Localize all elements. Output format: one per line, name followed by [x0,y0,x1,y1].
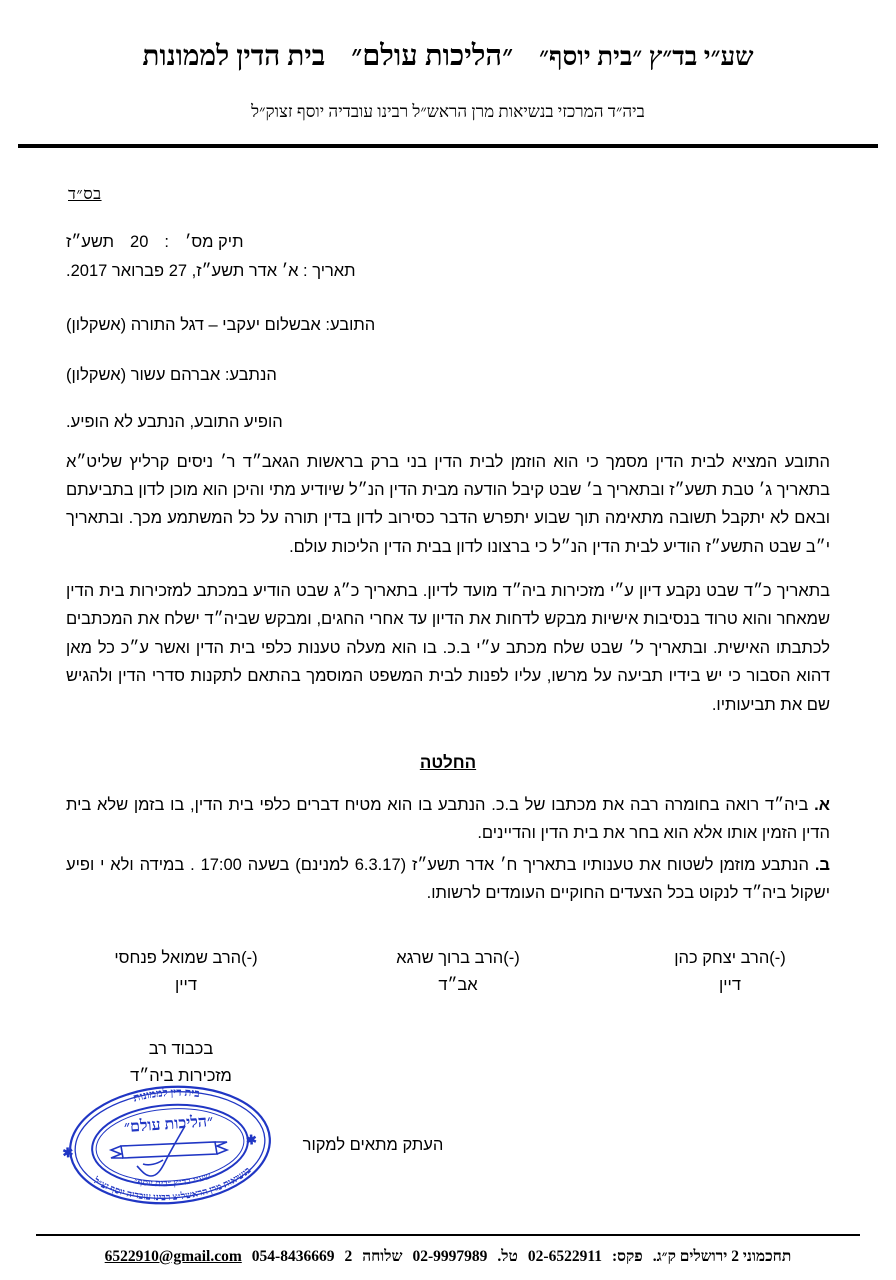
decision-item-marker: ב. [814,856,830,875]
title-segment-name: ״הליכות עולם״ [351,40,514,72]
document-body [0,184,896,1155]
organization-title [0,38,896,76]
page-footer [0,1234,896,1280]
letterhead [0,0,896,148]
footer-email-link[interactable]: 6522910@gmail.com [104,1248,242,1265]
stamp-outer-bottom-text: בנשיאות מרן הראשל״צ רבינו עובדיה יוסף זצ״ל [91,1165,254,1204]
signature-role: דיין [174,976,197,995]
defendant-value: : אברהם עשור (אשקלון) [66,366,230,384]
case-metadata [66,228,830,286]
stamp-graphic [45,1080,295,1210]
footer-extension-number: 2 [344,1248,353,1265]
footer-extension-label: שלוחה [362,1248,403,1265]
case-number-value: 20 [130,232,149,251]
certified-copy-note: העתק מתאים למקור [302,1136,444,1154]
footer-fax-label: פקס [617,1248,643,1265]
date-label: תאריך [312,261,356,280]
footer-tel-label: טל. [497,1248,518,1265]
case-date-row [66,257,830,286]
footer-tel-number: 02-9997989 [412,1248,488,1265]
footer-contact-line [0,1248,896,1280]
signature-role: אב״ד [438,976,478,995]
parties-block [66,313,830,388]
stamp-asterisk-left: ✱ [245,1131,258,1148]
stamp-center-text: ״הליכות עולם״ [123,1112,214,1137]
defendant-label: הנתבע [229,366,277,384]
footer-fax-separator: : [611,1248,618,1265]
official-stamp [45,1080,295,1210]
defendant-row [66,363,830,389]
footer-address: תחכמוני 2 ירושלים ק״ג. [652,1248,792,1265]
date-value: א׳ אדר תשע״ז, 27 פברואר 2017. [66,261,299,280]
svg-text:בית דין לממונות [132,1085,201,1105]
decision-item-text: ביה״ד רואה בחומרה רבה את מכתבו של ב.כ. הנתבע בו הוא מטיח דברים כלפי בית הדין, בו בזמן שלא בית הדין הזמין אותו אלא הוא בחר את בית הדין והדיינים. [66,795,830,842]
stamp-inner-ring-text: שע״י בד״ץ ״בית יוסף״ [133,1171,213,1190]
case-number-separator: : [164,232,169,251]
signature-dayan-1 [640,945,820,999]
signature-name: (-)הרב שמואל פנחסי [114,949,258,968]
signature-dayan-2 [96,945,276,999]
signature-role: דיין [718,976,741,995]
decision-heading: החלטה [419,752,477,772]
body-paragraph-1: התובע המציא לבית הדין מסמך כי הוא הוזמן לבית הדין בני ברק בראשות הגאב״ד ר׳ ניסים קרליץ שליט״א בתאריך ג׳ טבת תשע״ז ובתאריך ב׳ שבט קיבל הודעה מבית הדין הנ״ל שיודיע מתי והיכן הוא מוכן לדון בתביעתם ובאם לא יתקבל תשובה מתאימה תוך שבוע יתפרש הדבר כסירוב לדון בדין תורה על כל המשתמע מכך. ובתאריך י״ב שבט התשע״ז הודיע לבית הדין הנ״ל כי ברצונו לדון בבית הדין הליכות עולם. [66,452,830,556]
title-segment-affiliation: שע״י בד״ץ ״בית יוסף״ [539,42,754,71]
footer-mobile-number: 054-8436669 [251,1248,335,1265]
header-divider [18,144,878,148]
title-segment-court: בית הדין לממונות [142,41,326,72]
case-year-value: תשע״ז [66,232,115,251]
appearance-statement: הופיע התובע, הנתבע לא הופיע. [66,412,283,431]
signature-av-beit-din [368,945,548,999]
body-paragraph-2: בתאריך כ״ד שבט נקבע דיון ע״י מזכירות ביה״ד מועד לדיון. בתאריך כ״ג שבט הודיע במכתב למזכירות בית הדין שמאחר והוא טרוד בנסיבות אישיות מבקש לדחות את הדיון עד אחרי החגים, ומבקש שביה״ד ישלח את המכתבים לכתבתו האישית. ובתאריך ל׳ שבט שלח מכתב ע״י ב.כ. בו הוא מעלה טענות כלפי בית הדין ואשר ע״כ כל מאן דהוא הסבור כי יש בידיו תביעה על מרשו, עליו לפנות לבית המשפט המוסמך בהתאם לתקנות סדרי הדין ולהגיש שם את תביעותיו. [66,582,830,714]
plaintiff-label: התובע [329,316,376,335]
footer-fax-number: 02-6522911 [527,1248,602,1265]
decision-item [66,851,830,907]
decision-list [66,791,830,907]
footer-divider [36,1234,860,1236]
plaintiff-row [66,313,830,339]
decision-item-marker: א. [814,795,830,814]
case-number-label: תיק מס׳ [184,232,244,251]
stamp-asterisk-right: ✱ [61,1144,74,1161]
date-separator: : [303,261,308,280]
case-number-row [66,228,830,257]
decision-item-text: הנתבע מוזמן לשטוח את טענותיו בתאריך ח׳ אדר תשע״ז (6.3.17 למנינם) בשעה 17:00 . במידה ולא י ופיע ישקול ביה״ד לנקוט בכל הצעדים החוקיים העומדים לרשותו. [66,856,830,903]
stamp-outer-top-text: בית דין לממונות [132,1086,201,1105]
signature-block [66,945,830,999]
closing-office: מזכירות ביה״ד [130,1066,232,1085]
signature-name: (-)הרב ברוך שרגא [396,949,520,968]
signature-name: (-)הרב יצחק כהן [674,949,786,968]
letterhead-subtitle: ביה״ד המרכזי בנשיאות מרן הראש״ל רבינו עובדיה יוסף זצוק״ל [251,101,645,121]
bsd-abbreviation: בס״ד [68,183,102,203]
decision-item [66,791,830,847]
closing-salutation: בכבוד רב [148,1039,214,1058]
plaintiff-value: : אבשלום יעקבי – דגל התורה (אשקלון) [66,316,330,335]
